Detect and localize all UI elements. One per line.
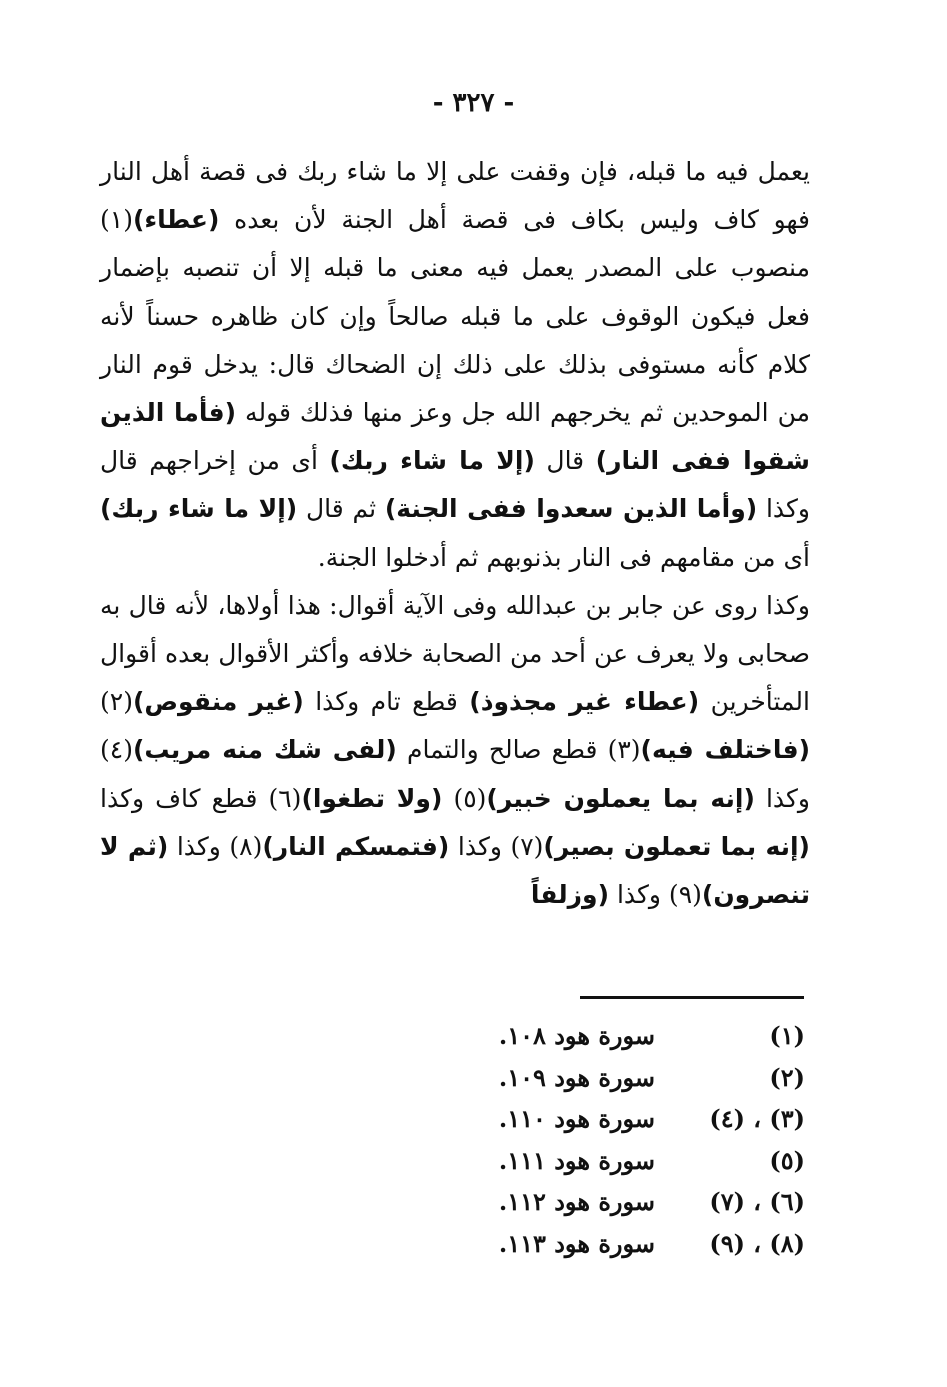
paragraph-1 [100, 148, 810, 582]
text-run: ثم قال [297, 494, 385, 524]
text-run: (٣) قطع صالح والتمام [396, 735, 641, 765]
text-run: يعمل فيه ما قبله، فإن وقفت على إلا ما شاء ربك فى قصة أهل النار فهو كاف وليس بكاف فى قصة أهل الجنة لأن بعده [100, 157, 810, 235]
quran-quote: (ولا تطغوا) [301, 783, 443, 813]
quran-quote: (فأما الذين شقوا ففى النار) [100, 398, 810, 476]
footnotes [480, 1015, 805, 1264]
quran-quote: (وأما الذين سعدوا ففى الجنة) [384, 494, 758, 524]
text-run: (٨) وكذا [168, 831, 263, 861]
text-run: (٧) وكذا [449, 831, 544, 861]
footnote-number: (٢) [769, 1062, 805, 1092]
text-run: أى من إخراجهم قال وكذا [100, 446, 810, 524]
footnote-number: (٣) ، (٤) [709, 1104, 805, 1134]
text-run: قطع تام وكذا [303, 687, 470, 717]
footnote-number: (٨) ، (٩) [709, 1228, 805, 1258]
footnote-number: (١) [769, 1021, 805, 1051]
text-run: (١) منصوب على المصدر يعمل فيه معنى ما قبله إلا أن تنصبه بإضمار فعل فيكون الوقوف على ما قبله صالحاً وإن كان ظاهره حسناً لأنه كلام كأنه مستوفى بذلك على ذلك إن الضحاك قال: يدخل قوم النار من الموحدين ثم يخرجهم الله جل وعز منها فذلك قوله [100, 205, 810, 428]
footnote-reference: سورة هود ١١١. [498, 1145, 655, 1175]
quran-quote: (فاختلف فيه) [640, 735, 811, 765]
footnote-row [480, 1181, 805, 1223]
footnote-row [480, 1140, 805, 1182]
footnote-reference: سورة هود ١١٣. [498, 1228, 655, 1258]
text-run: (٤) وكذا [100, 735, 811, 813]
footnote-reference: سورة هود ١٠٩. [498, 1062, 655, 1092]
text-run: وكذا روى عن جابر بن عبدالله وفى الآية أقوال: هذا أولاها، لأنه قال به صحابى ولا يعرف عن أحد من الصحابة خلافه وأكثر الأقوال بعده أقوال المتأخرين [100, 590, 810, 717]
footnote-row [480, 1223, 805, 1265]
quran-quote: (إلا ما شاء ربك) [100, 494, 298, 524]
footnote-number: (٦) ، (٧) [709, 1187, 805, 1217]
footnote-row [480, 1098, 805, 1140]
body-text [100, 148, 810, 919]
quran-quote: (فتمسكم النار) [262, 831, 450, 861]
footnote-separator [580, 996, 804, 999]
text-run: (٥) [442, 783, 487, 813]
footnote-reference: سورة هود ١١٢. [498, 1187, 655, 1217]
quran-quote: (لفى شك منه مريب) [132, 735, 397, 765]
quran-quote: (وزلفاً [530, 880, 609, 910]
text-run: (٢) [100, 687, 133, 717]
quran-quote: (إنه بما يعملون خبير) [486, 783, 755, 813]
text-run: أى من مقامهم فى النار بذنوبهم ثم أدخلوا الجنة. [317, 542, 810, 572]
quran-quote: (إنه بما تعملون بصير) [543, 831, 810, 861]
text-run: (٦) قطع كاف وكذا [100, 783, 302, 813]
quran-quote: (إلا ما شاء ربك) [329, 446, 535, 476]
footnote-row [480, 1057, 805, 1099]
footnote-number: (٥) [769, 1145, 805, 1175]
quran-quote: (عطاء) [132, 205, 220, 235]
quran-quote: (غير منقوص) [132, 687, 304, 717]
paragraph-2 [100, 582, 810, 919]
footnote-reference: سورة هود ١١٠. [498, 1104, 655, 1134]
text-run: (٩) وكذا [609, 880, 702, 910]
quran-quote: (ثم لا تنصرون) [100, 831, 810, 910]
quran-quote: (عطاء غير مجذوذ) [469, 687, 700, 717]
footnote-row [480, 1015, 805, 1057]
footnote-reference: سورة هود ١٠٨. [498, 1021, 655, 1051]
text-run: قال [534, 446, 596, 476]
page-number: - ٣٢٧ - [432, 88, 515, 118]
